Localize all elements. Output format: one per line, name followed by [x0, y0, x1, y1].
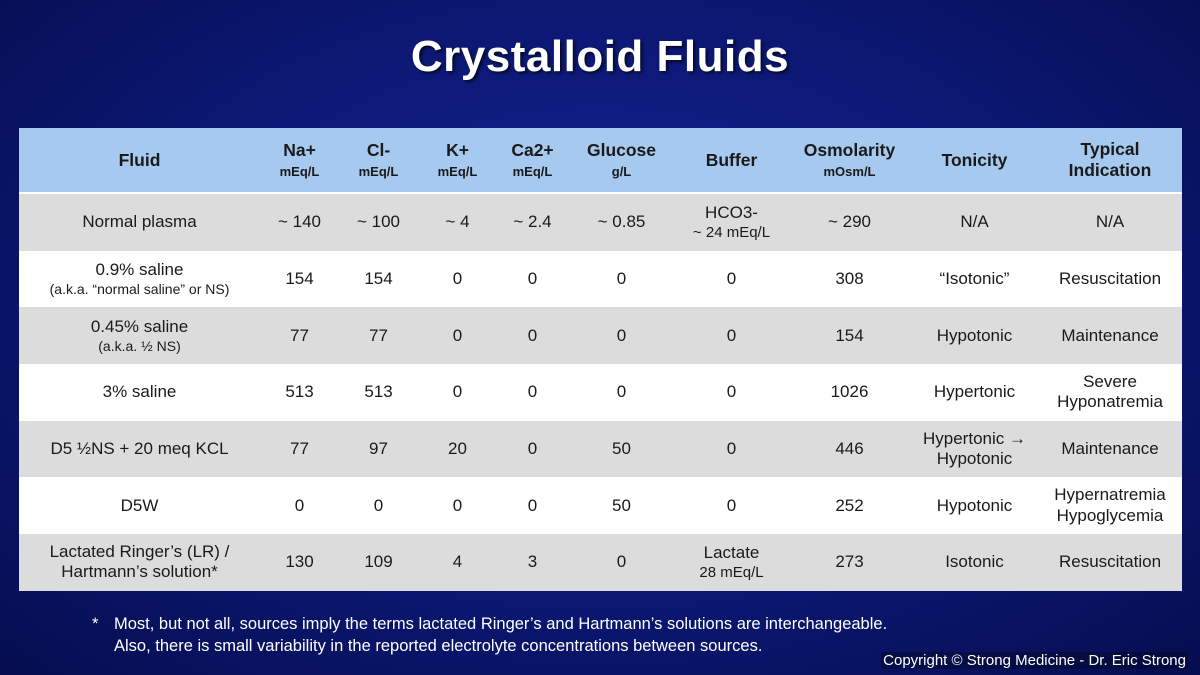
cell-value: Maintenance: [1061, 325, 1159, 345]
table-cell-indication: [1038, 534, 1182, 591]
table-cell-buffer: [675, 477, 788, 534]
table-row: [19, 477, 1182, 534]
table-cell-indication: [1038, 193, 1182, 251]
cell-value: 273: [835, 552, 864, 572]
table-cell-buffer: [675, 307, 788, 364]
table-cell-ca: [497, 307, 568, 364]
cell-value: ~ 140: [277, 212, 321, 232]
cell-value: ~ 4: [445, 212, 470, 232]
table-cell-cl: [339, 307, 418, 364]
cell-value: 0: [726, 382, 737, 402]
table-cell-tonicity: [911, 193, 1038, 251]
cell-value: N/A: [1095, 212, 1125, 232]
cell-value: Resuscitation: [1058, 268, 1162, 288]
cell-value: 0: [616, 268, 627, 288]
table-row: [19, 364, 1182, 421]
cell-value: 0: [527, 382, 538, 402]
table-cell-glucose: [568, 477, 675, 534]
table-cell-buffer: [675, 364, 788, 421]
cell-value: 0: [452, 325, 463, 345]
table-cell-tonicity: [911, 421, 1038, 478]
column-header: [675, 128, 788, 193]
cell-value: Hypertonic: [933, 382, 1016, 402]
cell-value: 0: [726, 495, 737, 515]
column-header: [1038, 128, 1182, 193]
table-cell-osm: [788, 193, 911, 251]
table-cell-ca: [497, 421, 568, 478]
table-cell-tonicity: [911, 364, 1038, 421]
table-row: [19, 251, 1182, 308]
column-header-unit: mOsm/L: [823, 164, 876, 180]
table-cell-tonicity: [911, 534, 1038, 591]
column-header-unit: mEq/L: [512, 164, 553, 180]
table-cell-cl: [339, 193, 418, 251]
cell-value: 0: [527, 268, 538, 288]
table-cell-ca: [497, 364, 568, 421]
cell-value: 3% saline: [102, 382, 177, 402]
cell-value: 0: [452, 495, 463, 515]
column-header: [911, 128, 1038, 193]
table-cell-glucose: [568, 534, 675, 591]
cell-subtext: (a.k.a. “normal saline” or NS): [49, 280, 230, 297]
copyright-notice: Copyright © Strong Medicine - Dr. Eric Strong: [883, 652, 1186, 669]
table-cell-fluid: [19, 534, 260, 591]
table-cell-buffer: [675, 534, 788, 591]
cell-value: 50: [612, 495, 631, 515]
table-cell-fluid: [19, 193, 260, 251]
cell-value: D5W: [120, 495, 159, 515]
table-cell-cl: [339, 421, 418, 478]
column-header: [339, 128, 418, 193]
cell-value: 0: [452, 382, 463, 402]
cell-value: 0: [373, 495, 384, 515]
column-header: [260, 128, 339, 193]
table-cell-fluid: [19, 421, 260, 478]
column-header-unit: g/L: [611, 164, 632, 180]
cell-subtext: 28 mEq/L: [699, 563, 764, 581]
table-cell-na: [260, 307, 339, 364]
cell-value: 513: [285, 382, 314, 402]
table-cell-tonicity: [911, 307, 1038, 364]
table-cell-cl: [339, 364, 418, 421]
cell-value: 4: [452, 552, 463, 572]
table-cell-tonicity: [911, 477, 1038, 534]
table-cell-glucose: [568, 421, 675, 478]
column-header: [19, 128, 260, 193]
cell-value: 97: [369, 438, 388, 458]
cell-value: ~ 290: [827, 212, 871, 232]
column-header-label: Typical Indication: [1068, 139, 1152, 180]
cell-value: 3: [527, 552, 538, 572]
cell-value: “Isotonic”: [939, 268, 1010, 288]
cell-value: 0: [527, 325, 538, 345]
table-cell-indication: [1038, 364, 1182, 421]
crystalloid-table: [19, 128, 1182, 591]
column-header: [788, 128, 911, 193]
cell-value: 77: [369, 325, 388, 345]
table-cell-fluid: [19, 477, 260, 534]
table-cell-tonicity: [911, 251, 1038, 308]
cell-value: Hypotonic: [936, 495, 1013, 515]
cell-value: Hypertonic → Hypotonic: [923, 428, 1026, 469]
cell-value: Resuscitation: [1058, 552, 1162, 572]
cell-value: 109: [364, 552, 393, 572]
table-cell-osm: [788, 251, 911, 308]
header-row: [19, 128, 1182, 193]
table-cell-glucose: [568, 364, 675, 421]
table-cell-osm: [788, 534, 911, 591]
column-header-label: Osmolarity: [803, 140, 896, 161]
column-header-label: Glucose: [586, 140, 657, 161]
cell-value: Maintenance: [1061, 438, 1159, 458]
cell-value: 0: [452, 268, 463, 288]
column-header-unit: mEq/L: [437, 164, 478, 180]
cell-value: 308: [835, 268, 864, 288]
table-cell-glucose: [568, 251, 675, 308]
cell-subtext: (a.k.a. ½ NS): [98, 337, 181, 354]
cell-value: 0: [726, 268, 737, 288]
cell-value: 77: [290, 325, 309, 345]
table-cell-osm: [788, 477, 911, 534]
table-cell-buffer: [675, 193, 788, 251]
table-cell-ca: [497, 534, 568, 591]
table-cell-k: [418, 251, 497, 308]
column-header-label: Na+: [283, 140, 316, 161]
cell-value: 0: [616, 382, 627, 402]
slide-title: Crystalloid Fluids: [410, 32, 790, 81]
table-cell-indication: [1038, 477, 1182, 534]
cell-value: 0: [294, 495, 305, 515]
table-cell-osm: [788, 364, 911, 421]
cell-value: 513: [364, 382, 393, 402]
cell-value: 154: [835, 325, 864, 345]
column-header-label: Cl-: [366, 140, 391, 161]
table-row: [19, 534, 1182, 591]
table-cell-k: [418, 307, 497, 364]
table-cell-k: [418, 193, 497, 251]
cell-value: 252: [835, 495, 864, 515]
column-header: [497, 128, 568, 193]
cell-subtext: ~ 24 mEq/L: [692, 223, 771, 241]
cell-value: ~ 2.4: [513, 212, 552, 232]
cell-value: 0: [616, 325, 627, 345]
table-cell-glucose: [568, 193, 675, 251]
crystalloid-table-container: [19, 128, 1182, 588]
cell-value: ~ 100: [356, 212, 400, 232]
cell-value: HCO3-: [705, 203, 758, 223]
table-cell-cl: [339, 477, 418, 534]
cell-value: 130: [285, 552, 314, 572]
table-cell-ca: [497, 251, 568, 308]
cell-value: 20: [448, 438, 467, 458]
cell-value: Lactated Ringer’s (LR) / Hartmann’s solution*: [49, 542, 230, 582]
table-cell-glucose: [568, 307, 675, 364]
table-cell-osm: [788, 307, 911, 364]
table-cell-na: [260, 193, 339, 251]
table-cell-fluid: [19, 251, 260, 308]
table-cell-ca: [497, 477, 568, 534]
cell-value: 0: [527, 495, 538, 515]
table-cell-fluid: [19, 364, 260, 421]
column-header-label: K+: [446, 140, 469, 161]
cell-value: D5 ½NS + 20 meq KCL: [50, 438, 229, 458]
cell-value: 0.45% saline: [90, 317, 189, 337]
table-row: [19, 421, 1182, 478]
cell-value: 0: [726, 325, 737, 345]
column-header-unit: mEq/L: [279, 164, 320, 180]
table-cell-na: [260, 421, 339, 478]
table-row: [19, 193, 1182, 251]
column-header-unit: mEq/L: [358, 164, 399, 180]
table-cell-k: [418, 421, 497, 478]
table-cell-na: [260, 534, 339, 591]
table-cell-k: [418, 364, 497, 421]
cell-value: 1026: [830, 382, 869, 402]
column-header: [568, 128, 675, 193]
table-cell-indication: [1038, 251, 1182, 308]
table-cell-osm: [788, 421, 911, 478]
table-cell-cl: [339, 251, 418, 308]
cell-value: Isotonic: [945, 552, 1004, 572]
table-cell-na: [260, 477, 339, 534]
cell-value: 446: [835, 438, 864, 458]
table-cell-cl: [339, 534, 418, 591]
cell-value: 154: [285, 268, 314, 288]
column-header: [418, 128, 497, 193]
cell-value: N/A: [960, 212, 989, 232]
cell-value: 0: [616, 552, 627, 572]
table-cell-buffer: [675, 251, 788, 308]
cell-value: ~ 0.85: [597, 212, 646, 232]
table-row: [19, 307, 1182, 364]
footnote-line-1: Most, but not all, sources imply the terms lactated Ringer’s and Hartmann’s solutions are interchangeable.: [114, 615, 888, 633]
cell-value: Hypotonic: [936, 325, 1013, 345]
cell-value: Hypernatremia Hypoglycemia: [1054, 485, 1166, 525]
footnote-marker: *: [92, 615, 99, 633]
table-cell-indication: [1038, 307, 1182, 364]
cell-value: Normal plasma: [82, 212, 197, 232]
cell-value: 0: [726, 438, 737, 458]
column-header-label: Buffer: [705, 149, 758, 170]
table-body: [19, 193, 1182, 591]
footnote-line-2: Also, there is small variability in the reported electrolyte concentrations between sources.: [114, 637, 763, 655]
cell-value: 0: [527, 438, 538, 458]
table-cell-buffer: [675, 421, 788, 478]
table-cell-indication: [1038, 421, 1182, 478]
column-header-label: Tonicity: [941, 149, 1008, 170]
cell-value: 50: [612, 438, 631, 458]
table-cell-ca: [497, 193, 568, 251]
cell-value: 77: [290, 438, 309, 458]
cell-value: Lactate: [703, 543, 760, 563]
cell-value: 154: [364, 268, 393, 288]
table-cell-na: [260, 251, 339, 308]
table-cell-na: [260, 364, 339, 421]
cell-value: 0.9% saline: [95, 260, 184, 280]
cell-value: Severe Hyponatremia: [1057, 372, 1163, 412]
column-header-label: Fluid: [118, 149, 161, 170]
table-cell-k: [418, 477, 497, 534]
table-cell-fluid: [19, 307, 260, 364]
column-header-label: Ca2+: [511, 140, 554, 161]
table-cell-k: [418, 534, 497, 591]
